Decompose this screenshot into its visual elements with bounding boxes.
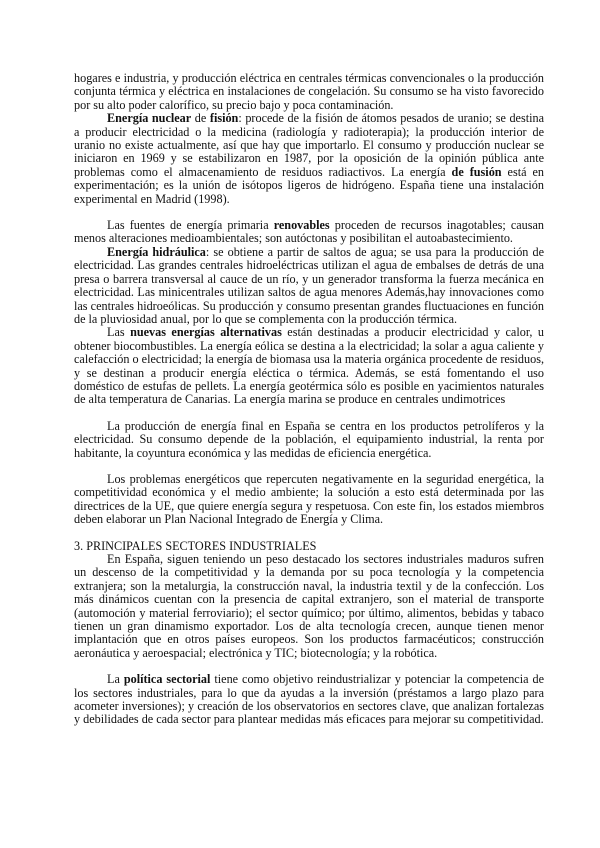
bold-term-alternative: nuevas energías alternativas <box>130 325 282 340</box>
paragraph-renewables <box>74 219 544 246</box>
bold-term-sectoral-policy: política sectorial <box>123 672 211 687</box>
bold-term-fission: fisión <box>209 111 239 126</box>
text: La <box>107 672 124 687</box>
bold-term-fusion: de fusión <box>451 164 502 179</box>
paragraph-alternative-energies <box>74 326 544 406</box>
text: están destinadas a producir electricidad y calor, u obtener biocombustibles. La energía eólica se destina a la electricidad; la solar a agua caliente y calefacción o electricidad; la energía de biomasa usa la materia orgánica procedente de residuos, y se destinan a producir energía eléctica o térmica. Además, se está fomentando el uso doméstico de estufas de pellets. La energía geotérmica sólo es posible en yacimientos naturales de alta temperatura de Canarias. La energía marina se produce en centrales undimotrices <box>74 325 544 407</box>
text: de <box>191 111 210 126</box>
bold-term-renewables: renovables <box>273 218 330 233</box>
bold-term-hydraulic: Energía hidráulica <box>107 244 206 259</box>
text: proceden de recursos inagotables; causan menos alteraciones medioambientales; son autóctonas y posibilitan el autoabastecimiento. <box>74 218 544 246</box>
paragraph-hydraulic-energy <box>74 246 544 326</box>
text: : procede de la fisión de átomos pesados de uranio; se destina a producir electricidad o la medicina (radiología y radioterapia); la producción interior de uranio no existe actualmente, así que hay que importarlo. El consumo y producción nuclear se iniciaron en 1969 y se estabilizaron en 1987, por la oposición de la opinión pública ante problemas como el almacenamiento de residuos radiactivos. La energía <box>74 111 544 179</box>
paragraph-industrial-sectors: En España, siguen teniendo un peso destacado los sectores industriales maduros sufren un descenso de la competitividad y la demanda por su poca tecnología y la competencia extranjera; son la metalurgia, la construcción naval, la industria textil y de la confección. Los más dinámicos cuentan con la presencia de capital extranjero, son el material de transporte (automoción y material ferroviario); el sector químico; por último, alimentos, bebidas y tabaco tienen un gran dinamismo exportador. Los de alta tecnología crecen, aunque tienen menor implantación que en otros países europeos. Son los productos farmacéuticos; construcción aeronáutica y aeroespacial; electrónica y TIC; biotecnología; y la robótica. <box>74 552 544 660</box>
paragraph-final-energy: La producción de energía final en España se centra en los productos petrolíferos y la electricidad. Su consumo depende de la población, el equipamiento industrial, la renta por habitante, la coyuntura económica y las medidas de eficiencia energética. <box>74 418 544 460</box>
paragraph-spacer <box>74 527 544 540</box>
paragraph-energy-problems: Los problemas energéticos que repercuten negativamente en la seguridad energética, la competitividad económica y el medio ambiente; la solución a esto está determinada por las directrices de la UE, que quiere energía segura y respetuosa. Con este fin, los estados miembros deben elaborar un Plan Nacional Integrado de Energía y Clima. <box>74 471 544 527</box>
paragraph-spacer <box>74 407 544 420</box>
paragraph-gas-uses: hogares e industria, y producción eléctrica en centrales térmicas convencionales o la producción conjunta térmica y eléctrica en instalaciones de congelación. Su consumo se ha visto favorecido por su alto poder calorífico, su precio bajo y poca contaminación. <box>74 71 544 112</box>
paragraph-sectoral-policy <box>74 673 544 727</box>
text: Las <box>107 325 131 340</box>
section-heading: 3. PRINCIPALES SECTORES INDUSTRIALES <box>74 538 317 553</box>
text: tiene como objetivo reindustrializar y potenciar la competencia de los sectores industriales, para lo que da ayudas a la inversión (préstamos a largo plazo para acometer inversiones); y creación de los observatorios en sectores clave, que analizan fortalezas y debilidades de cada sector para plantear medidas más eficaces para mejorar su competitividad. <box>74 672 544 727</box>
text: : se obtiene a partir de saltos de agua; se usa para la producción de electricidad. Las grandes centrales hidroeléctricas utilizan el agua de embalses de detrás de una presa o barrera transversal al cauce de un río, y un generador transforma la fuerza mecánica en electricidad. Las minicentrales utilizan saltos de agua menores Además,hay innovaciones como las centrales hidroeólicas. Su producción y consumo presentan grandes fluctuaciones en función de la pluviosidad anual, por lo que se complementa con la producción térmica. <box>74 244 544 326</box>
text: Las fuentes de energía primaria <box>107 218 274 233</box>
text: está en experimentación; es la unión de isótopos ligeros de hidrógeno. España tiene una instalación experimental en Madrid (1998). <box>74 164 544 206</box>
document-page <box>74 72 544 727</box>
paragraph-nuclear-energy <box>74 112 544 206</box>
bold-term-nuclear: Energía nuclear <box>107 111 192 126</box>
